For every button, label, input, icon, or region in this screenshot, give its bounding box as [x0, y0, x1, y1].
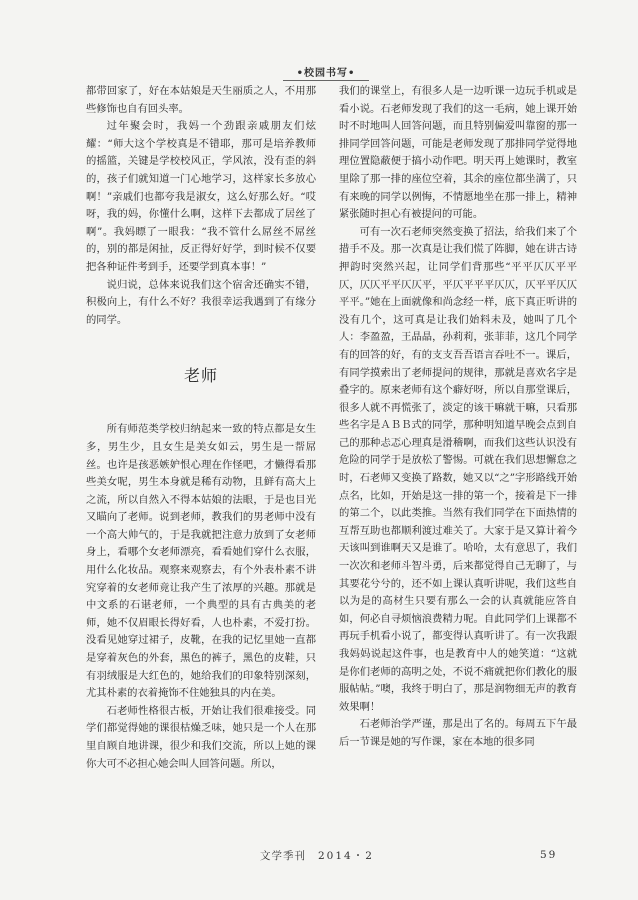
- right-column: [339, 83, 577, 828]
- paragraph: 石老师治学严谨，那是出了名的。每周五下午最后一节课是她的写作课，家在本地的很多同: [339, 718, 577, 748]
- page-number: 59: [540, 849, 558, 861]
- section-title: 老师: [183, 365, 218, 385]
- paragraph: 可有一次石老师突然变换了招法，给我们来了个措手不及。那一次真是让我们慌了阵脚，她在讲古诗押韵时突然兴起，让同学们背那些“平平仄仄平平仄，仄仄平平仄仄平，平仄平平平仄仄，仄平平仄仄平平。”她在上面就像和尚念经一样，底下真正听讲的没有几个，这可真是让我们始料未及，她叫了几个人：李盈盈，王晶晶，孙莉莉，张菲菲，这几个同学有的回答的好，有的支支吾吾语言吞吐不一。课后，有同学摸索出了老师提问的规律，那就是喜欢名字是叠字的。原来老师有这个癖好呀，所以自那堂课后，很多人就不再慌张了，淡定的该干嘛就干嘛，只看那些名字是ＡＢＢ式的同学，那种明知道早晚会点到自己的那种忐忑心理真是滑稽啊，而我们这些认识没有危险的同学于是放松了警惕。可就在我们思想懈怠之时，石老师又变换了路数，她又以“之”字形路线开始点名，比如，开始是这一排的第一个，接着是下一排的第二个，以此类推。当然有我们同学在下面热情的互帮互助也都顺利渡过难关了。大家于是又算计着今天该叫到谁啊天又是谁了。哈哈，太有意思了，我们一次次和老师斗智斗勇，后来都觉得自己无聊了，与其要花兮兮的，还不如上课认真听讲呢，我们这些自以为是的高材生只要有那么一会的认真就能应答自如，何必自寻烦恼浪费精力呢。自此同学们上课都不再玩手机看小说了，都变得认真听讲了。有一次我跟我妈妈说起这件事，也是教育中人的她笑道：“这就是你们老师的高明之处，不说不痛就把你们教化的服服帖帖。”噢，我终于明白了，那是润物细无声的教育效果啊！: [339, 225, 577, 713]
- paragraph: 所有师范类学校归纳起来一致的特点都是女生多，男生少，且女生是美女如云，男生是一帮屌丝。也许是孩恶嫉妒恨心理在作怪吧，才懒得看那些美女呢，男生本身就是稀有动物，且鲜有高大上之流，所以自然入不得本姑娘的法眼，于是也目光又瞄向了老师。说到老师，教我们的男老师中没有一个高大帅气的，于是我就把注意力放到了女老师身上，看哪个女老师漂亮，看看她们穿什么衣服，用什么化妆品。观察来观察去，有个外表朴素不讲究穿着的女老师竟让我产生了浓厚的兴趣。那就是中文系的石谌老师，一个典型的具有古典美的老师，她不仅眉眼长得好看，人也朴素，不爱打扮。没看见她穿过裙子，皮靴，在我的记忆里她一直都是穿着灰色的外套，黑色的裤子，黑色的皮鞋，只有羽绒服是大红色的，她给我们的印象特别深刻，尤其朴素的衣着掩饰不住她独具的内在美。: [86, 423, 316, 700]
- footer-journal-info: [260, 848, 374, 862]
- left-column: [86, 83, 316, 828]
- paragraph: 都带回家了，好在本姑娘是天生丽质之人，不用那些修饰也自有回头率。: [86, 85, 316, 115]
- paragraph: 石老师性格很古板，开始让我们很难接受。同学们都觉得她的课很枯燥乏味，她只是一个人在那里自顾自地讲课，很少和我们交流，所以上她的课你大可不必担心她会叫人回答问题。所以，: [86, 704, 316, 770]
- header-underline: [283, 80, 369, 81]
- section-header-tag: •校园书写•: [296, 68, 356, 79]
- issue-number: 2014・2: [318, 849, 374, 862]
- paragraph: 过年聚会时，我妈一个劲跟亲戚朋友们炫耀：“师大这个学校真是不错耶，那可是培养教师的摇篮，关键是学校校风正，学风浓，没有歪的斜的，孩子们就知道一门心地学习，这样家长多放心啊！”亲戚们也都夸我是淑女，这么好那么好。“哎呀，我的妈，你懂什么啊，这样下去都成了居丝了啊”。我妈瞟了一眼我：“我不管什么屌丝不屌丝的，别的都是闲扯，反正得好好学，到时候不仅要把各种证件考到手，还要学到真本事！”: [86, 120, 316, 273]
- paragraph: 说归说，总体来说我们这个宿舍还确实不错，积极向上，有什么不好？我很幸运我遇到了有缘分的同学。: [86, 278, 316, 326]
- paragraph: 我们的课堂上，有很多人是一边听课一边玩手机或是看小说。石老师发现了我们的这一毛病，她上课开始时不时地叫人回答问题，而且特别偏爱叫靠窗的那一排同学回答问题，可能是老师发现了那排同学觉得地理位置隐蔽便于搞小动作吧。明天再上她课时，教室里除了那一排的座位空着，其余的座位都坐满了，只有来晚的同学以例悔，不情愿地坐在那一排上，精神紧张随时担心有被提问的可能。: [339, 85, 577, 221]
- journal-name: 文学季刊: [260, 849, 306, 862]
